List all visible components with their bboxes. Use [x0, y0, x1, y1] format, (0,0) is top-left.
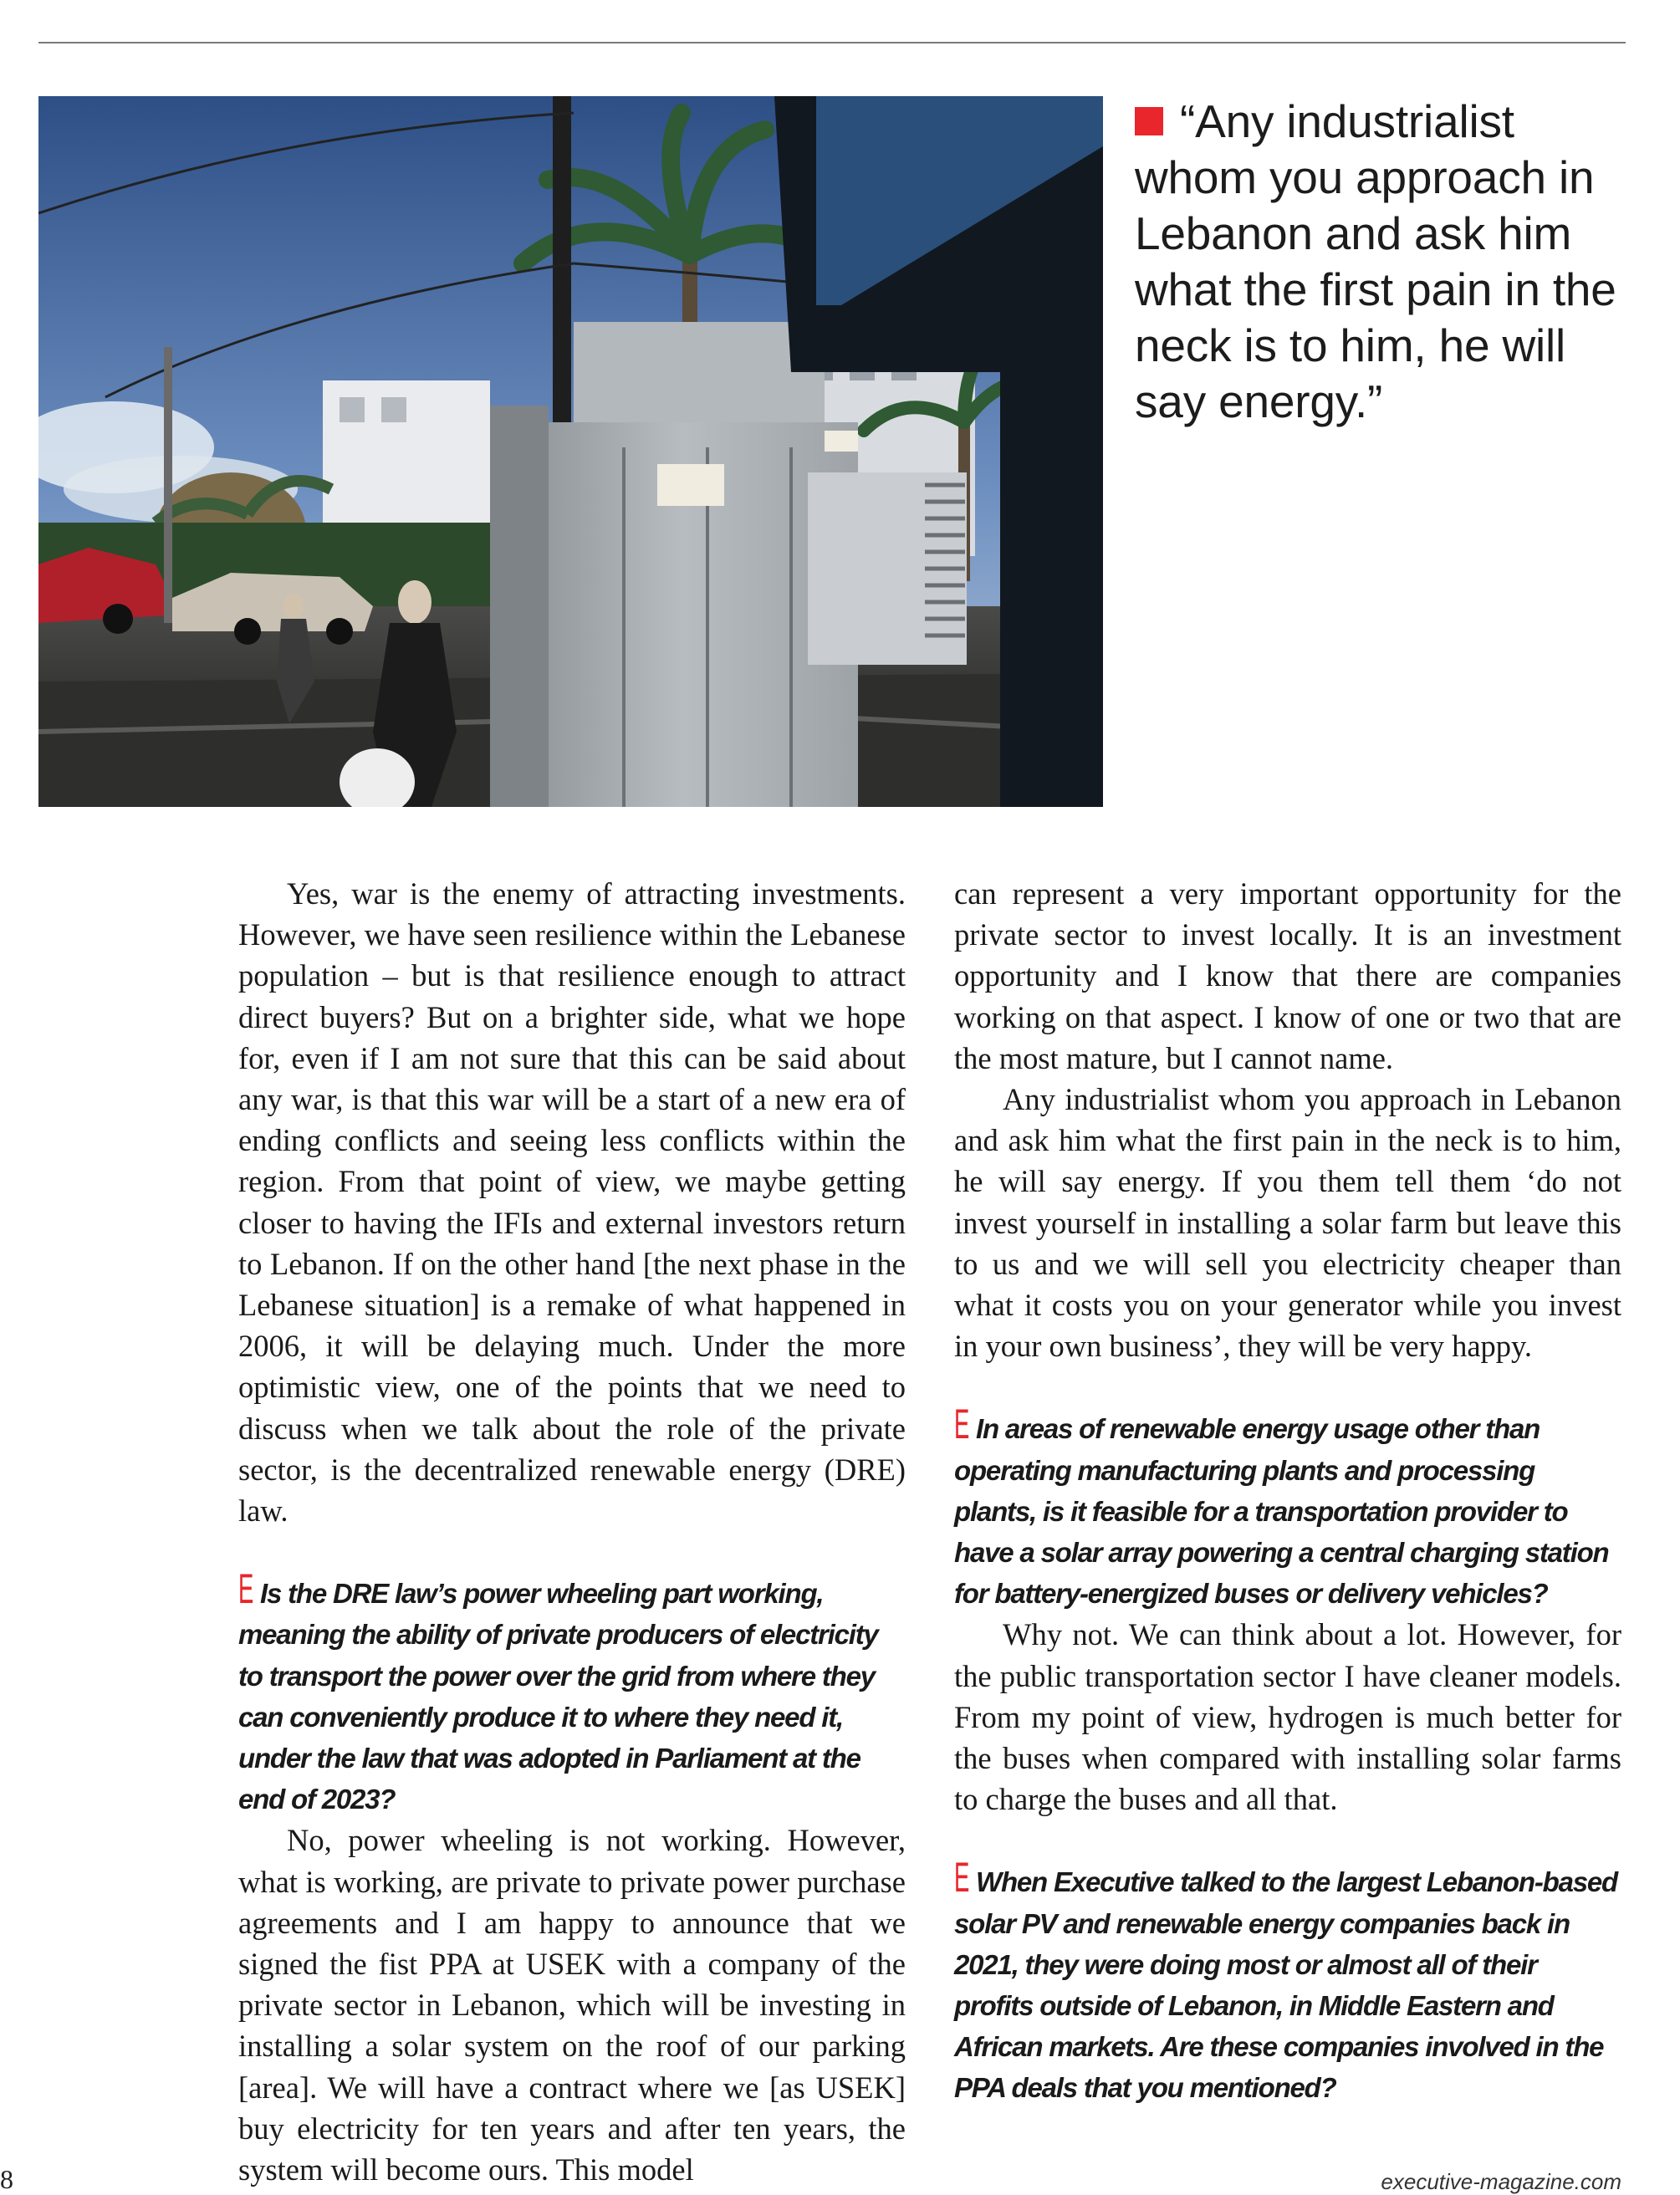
- footer-url: executive-magazine.com: [1381, 2169, 1621, 2194]
- page-number: 8: [0, 2164, 13, 2194]
- answer-2: Why not. We can think about a lot. However, for the public transportation sector I have cleaner models. From my point of view, hydrogen is much better for the buses when compared with installing solar farms to charge the buses and all that.: [954, 1617, 1621, 1817]
- question-1: [238, 1565, 906, 1820]
- question-2-text: In areas of renewable energy usage other than operating manufacturing plants and processing plants, is it feasible for a transportation provider to have a solar array powering a central charging station for battery-energized buses or delivery vehicles?: [954, 1413, 1609, 1610]
- question-3: [954, 1854, 1621, 2108]
- spacer: [954, 1820, 1621, 1861]
- executive-e-mark-icon: E: [238, 1565, 253, 1613]
- left-paragraph-1: Yes, war is the enemy of attracting investments. However, we have seen resilience within the Lebanese population – but is that resilience enough to attract direct buyers? But on a brighter side, what we hope for, even if I am not sure that this can be said about any war, is that this war will be a start of a new era of ending conflicts and seeing less conflicts within the region. From that point of view, we maybe getting closer to having the IFIs and external investors return to Lebanon. If on the other hand [the next phase in the Lebanese situation] is a remake of what happened in 2006, it will be delaying much. Under the more optimistic view, one of the points that we need to discuss when we talk about the role of the private sector, is the decentralized renewable energy (DRE) law.: [238, 876, 906, 1529]
- left-column: [238, 873, 906, 2190]
- pull-quote-red-square-icon: [1135, 107, 1163, 135]
- street-generator-photo: [38, 96, 1103, 807]
- spacer: [238, 1531, 906, 1572]
- question-2: [954, 1401, 1621, 1614]
- answer-1: No, power wheeling is not working. However, what is working, are private to private power purchase agreements and I am happy to announce that we signed the fist PPA at USEK with a company of the private sector in Lebanon, which will be investing in installing a solar system on the roof of our parking [area]. We will have a contract where we [as USEK] buy electricity for ten years and after ten years, the system will become ours. This model: [238, 1823, 906, 2187]
- pull-quote-text: “Any industrialist whom you approach in Lebanon and ask him what the first pain in the neck is to him, he will say energy.”: [1135, 95, 1616, 427]
- spacer: [954, 1366, 1621, 1407]
- right-column: [954, 873, 1621, 2109]
- right-paragraph-2: Any industrialist whom you approach in Lebanon and ask him what the first pain in the neck is to him, he will say energy. If you them tell them ‘do not invest yourself in installing a solar farm but leave this to us and we will sell you electricity cheaper than what it costs you on your generator while you invest in your own business’, they will be very happy.: [954, 1082, 1621, 1364]
- executive-e-mark-icon: E: [954, 1401, 969, 1448]
- right-paragraph-1: can represent a very important opportunity for the private sector to invest locally. It is an investment opportunity and I know that there are companies working on that aspect. I know of one or two that are the most mature, but I cannot name.: [954, 876, 1621, 1075]
- article-photo: [38, 96, 1103, 807]
- question-1-text: Is the DRE law’s power wheeling part working, meaning the ability of private producers of electricity to transport the power over the grid from where they can conveniently produce it to where they need it, under the law that was adopted in Parliament at the end of 2023?: [238, 1578, 878, 1815]
- pull-quote: [1135, 94, 1628, 430]
- top-rule: [38, 42, 1626, 43]
- executive-e-mark-icon: E: [954, 1854, 969, 1901]
- question-3-text: When Executive talked to the largest Lebanon-based solar PV and renewable energy companies back in 2021, they were doing most or almost all of their profits outside of Lebanon, in Middle Eastern and African markets. Are these companies involved in the PPA deals that you mentioned?: [954, 1866, 1618, 2104]
